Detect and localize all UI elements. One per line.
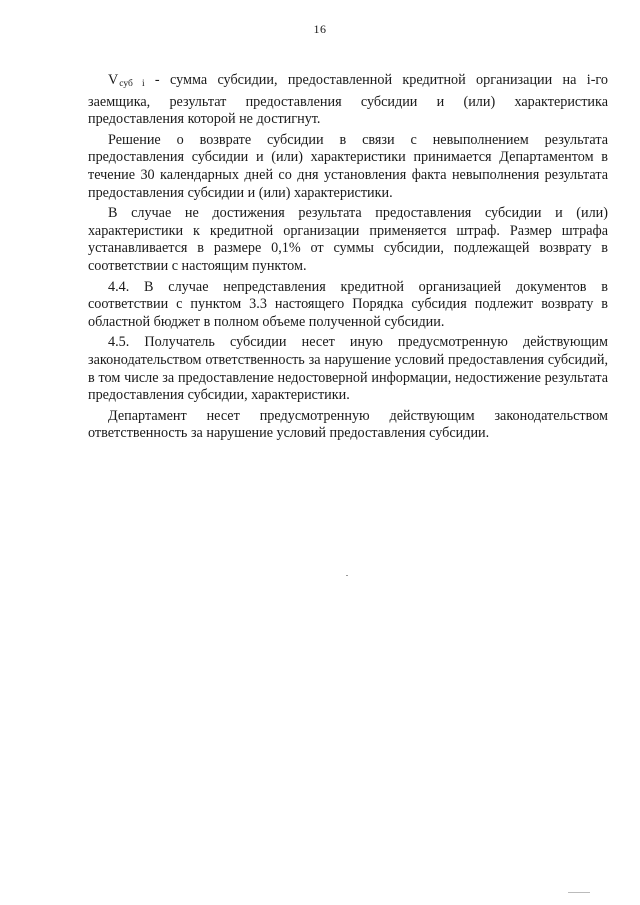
scan-artifact xyxy=(568,892,590,893)
paragraph-definition xyxy=(88,72,608,129)
paragraph-penalty: В случае не достижения результата предоставления субсидии и (или) характеристики к кредитной организации применяется штраф. Размер штрафа устанавливается в размере 0,1% от суммы субсидии, подлежащей возврату в соответствии с настоящим пунктом. xyxy=(88,205,608,274)
variable-subscript: суб i xyxy=(119,79,145,89)
paragraph-definition-text: - сумма субсидии, предоставленной кредитной организации на i-го заемщика, результат предоставления субсидии и (или) характеристика предоставления которой не достигнут. xyxy=(88,72,608,128)
paragraph-department-liability: Департамент несет предусмотренную действующим законодательством ответственность за нарушение условий предоставления субсидии. xyxy=(88,407,608,442)
paragraph-clause-4-5: 4.5. Получатель субсидии несет иную предусмотренную действующим законодательством ответственность за нарушение условий предоставления субсидий, в том числе за предоставление недостоверной информации, недостижение результата предоставления субсидии, характеристики. xyxy=(88,334,608,404)
scan-artifact xyxy=(346,575,348,576)
page-number: 16 xyxy=(313,22,327,36)
paragraph-decision: Решение о возврате субсидии в связи с невыполнением результата предоставления субсидии и (или) характеристики принимается Департаментом в течение 30 календарных дней со дня установления факта невыполнения результата предоставления субсидии и (или) характеристики. xyxy=(88,131,608,201)
variable-symbol: V xyxy=(108,72,119,88)
document-body xyxy=(88,72,608,446)
paragraph-clause-4-4: 4.4. В случае непредставления кредитной организацией документов в соответствии с пунктом 3.3 настоящего Порядка субсидия подлежит возврату в областной бюджет в полном объеме полученной субсидии. xyxy=(88,278,608,330)
